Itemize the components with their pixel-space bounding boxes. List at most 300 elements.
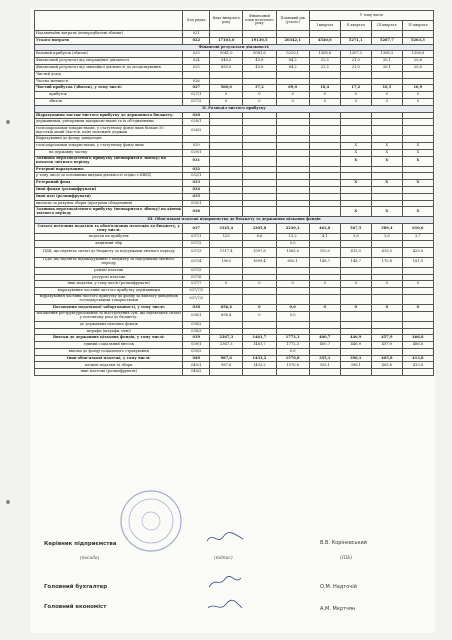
row-label: Частка меншості: [35, 78, 183, 85]
row-label: внески до фонду соціального страхування: [35, 348, 183, 355]
row-value: [340, 78, 371, 85]
row-code: 035: [183, 193, 210, 200]
row-value: [210, 136, 243, 143]
section-row: [35, 217, 434, 224]
row-value: [309, 200, 340, 207]
row-value: [276, 71, 309, 78]
row-label: Погашення податкової заборгованості, у тому числі:: [35, 304, 183, 311]
header-plan-approved: Фінансовий план поточного року: [243, 11, 276, 31]
signature-caption: (підпис): [214, 556, 233, 561]
table-row: [35, 142, 434, 149]
header-plan-year: Плановий рік (усього): [276, 11, 309, 31]
row-value: 355,1: [309, 355, 340, 362]
row-value: 396,1: [340, 355, 371, 362]
row-value: [276, 193, 309, 200]
row-value: [243, 126, 276, 136]
row-value: [243, 180, 276, 187]
row-value: [276, 274, 309, 281]
table-row: [35, 281, 434, 288]
header-code: Код рядка: [183, 11, 210, 31]
row-value: [210, 369, 243, 376]
row-value: [210, 193, 243, 200]
row-value: [402, 78, 433, 85]
row-value: 2367,3: [210, 342, 243, 349]
company-stamp: [118, 488, 184, 554]
row-value: [210, 321, 243, 328]
table-row: [35, 267, 434, 274]
row-value: [309, 142, 340, 149]
row-value: 0: [276, 92, 309, 99]
row-code: 029/1: [183, 149, 210, 156]
row-code: 032/1: [183, 173, 210, 180]
row-value: [371, 136, 402, 143]
row-code: 031: [183, 156, 210, 166]
row-value: [210, 156, 243, 166]
financial-plan-table: [34, 10, 434, 376]
row-label: Валовий прибуток (збиток): [35, 51, 183, 58]
row-code: 038/1: [183, 311, 210, 321]
row-value: 0: [243, 98, 276, 105]
row-value: 1597,8: [243, 247, 276, 257]
table-row: [35, 355, 434, 362]
row-label: податок на прибуток: [35, 234, 183, 241]
row-value: [402, 288, 433, 295]
row-value: 462,8: [309, 224, 340, 234]
row-value: [402, 193, 433, 200]
row-value: X: [402, 180, 433, 187]
table-row: [35, 247, 434, 257]
row-value: [210, 288, 243, 295]
row-value: 22,5: [309, 64, 340, 71]
row-value: 148,7: [340, 257, 371, 267]
row-label: відрахування частини чистого прибутку до фонду за виплату дивідендів господарськими товариствами: [35, 294, 183, 304]
row-value: 4,1: [309, 234, 340, 241]
row-code: 037/1: [183, 234, 210, 241]
row-value: [371, 274, 402, 281]
section-row: [35, 44, 434, 51]
row-value: [371, 328, 402, 335]
row-code: 038: [183, 304, 210, 311]
table-row: [35, 166, 434, 173]
row-value: [402, 200, 433, 207]
row-value: [243, 328, 276, 335]
row-value: [243, 112, 276, 119]
table-row: [35, 180, 434, 187]
row-value: [276, 328, 309, 335]
table-row: [35, 335, 434, 342]
row-value: [340, 71, 371, 78]
row-code: 028/1: [183, 119, 210, 126]
row-value: [309, 126, 340, 136]
table-row: [35, 58, 434, 65]
row-value: [276, 149, 309, 156]
row-value: [371, 126, 402, 136]
row-value: [243, 348, 276, 355]
row-value: 2367,3: [210, 335, 243, 342]
row-value: [340, 31, 371, 38]
row-code: 037/4: [183, 257, 210, 267]
row-value: [371, 31, 402, 38]
row-value: 1307,2: [340, 51, 371, 58]
row-value: 1306,3: [371, 51, 402, 58]
table-row: [35, 369, 434, 376]
row-value: 0: [340, 98, 371, 105]
row-value: 0,0: [276, 311, 309, 321]
section-title: II. Розподіл чистого прибутку: [35, 105, 434, 112]
row-value: 20,1: [371, 58, 402, 65]
row-value: 650,1: [276, 257, 309, 267]
accountant-signature: [205, 574, 245, 588]
row-value: [276, 136, 309, 143]
table-row: [35, 173, 434, 180]
row-value: [243, 78, 276, 85]
row-value: 0: [371, 281, 402, 288]
row-value: [371, 240, 402, 247]
row-code: 027/2: [183, 98, 210, 105]
position-caption: (посада): [80, 556, 100, 561]
row-label: Чистий дохід: [35, 71, 183, 78]
row-code: 039: [183, 335, 210, 342]
row-code: 035/1: [183, 200, 210, 207]
row-value: [340, 267, 371, 274]
row-value: 0: [371, 98, 402, 105]
row-code: 040/1: [183, 362, 210, 369]
row-value: 656,4: [210, 311, 243, 321]
row-value: [243, 173, 276, 180]
row-value: 5081,6: [243, 51, 276, 58]
row-value: 3305,8: [243, 224, 276, 234]
row-value: 0: [276, 98, 309, 105]
row-value: [371, 294, 402, 304]
row-value: [371, 369, 402, 376]
row-value: 170,8: [371, 257, 402, 267]
row-label: Фінансовий результат від операційної діяльності: [35, 58, 183, 65]
row-value: 22,5: [309, 58, 340, 65]
row-value: [309, 328, 340, 335]
row-value: [243, 267, 276, 274]
row-value: [402, 369, 433, 376]
row-code: 037/7/2: [183, 294, 210, 304]
row-value: [276, 321, 309, 328]
table-row: [35, 321, 434, 328]
row-value: 987,6: [210, 355, 243, 362]
row-value: [210, 348, 243, 355]
row-value: 1565,0: [276, 247, 309, 257]
row-value: [276, 166, 309, 173]
header-quarters-group: У тому числі: [309, 11, 433, 21]
row-code: 027: [183, 85, 210, 92]
row-code: 039/1: [183, 342, 210, 349]
row-value: [309, 193, 340, 200]
row-value: 457,9: [371, 335, 402, 342]
table-row: [35, 98, 434, 105]
row-value: [243, 200, 276, 207]
table-header-row: [35, 11, 434, 21]
row-value: [340, 288, 371, 295]
table-row: [35, 126, 434, 136]
row-value: [243, 240, 276, 247]
row-value: [402, 328, 433, 335]
row-label: інші податки, у тому числі (розшифрувати): [35, 281, 183, 288]
row-value: [210, 149, 243, 156]
row-code: 028/2: [183, 126, 210, 136]
row-value: [340, 311, 371, 321]
row-value: 310,0: [309, 247, 340, 257]
row-value: 0: [210, 281, 243, 288]
row-label: ПДВ, що підлягає відшкодуванню з бюджету за підсумками звітного періоду: [35, 257, 183, 267]
row-value: 589,4: [371, 224, 402, 234]
row-value: 17103,0: [210, 37, 243, 44]
table-row: [35, 186, 434, 193]
row-value: X: [371, 207, 402, 217]
row-value: [371, 71, 402, 78]
row-code: 027/1: [183, 92, 210, 99]
row-value: [340, 186, 371, 193]
row-value: [243, 31, 276, 38]
row-value: [243, 136, 276, 143]
row-value: [276, 156, 309, 166]
row-value: [402, 31, 433, 38]
row-value: 0: [340, 281, 371, 288]
head-name: В.В. Корінєвський: [320, 540, 367, 546]
row-value: 1772,3: [276, 342, 309, 349]
row-value: 5041,0: [210, 51, 243, 58]
row-code: 023: [183, 51, 210, 58]
row-label: виплати за рахунок зборів (програми обладнання): [35, 200, 183, 207]
row-value: X: [340, 142, 371, 149]
section-title: III. Обов'язкові платежі підприємства до бюджету та державних цільових фондів: [35, 217, 434, 224]
row-value: 0: [371, 304, 402, 311]
row-value: [402, 186, 433, 193]
row-value: 148,7: [309, 257, 340, 267]
row-value: [402, 321, 433, 328]
row-value: 0: [309, 304, 340, 311]
row-value: [371, 112, 402, 119]
row-value: [309, 136, 340, 143]
row-value: [243, 193, 276, 200]
row-value: 21,0: [340, 58, 371, 65]
row-label: Залишок нерозподіленого прибутку (непокритого збитку) на кінець звітного періоду: [36, 206, 182, 215]
row-value: [340, 328, 371, 335]
row-value: [340, 119, 371, 126]
row-value: [276, 186, 309, 193]
row-value: 567,5: [340, 224, 371, 234]
table-row: [35, 51, 434, 58]
row-value: [276, 267, 309, 274]
row-value: 446,9: [340, 335, 371, 342]
economist-title: Головний економіст: [44, 604, 107, 610]
row-value: [210, 126, 243, 136]
table-row: [35, 224, 434, 234]
row-value: [371, 78, 402, 85]
table-row: [35, 274, 434, 281]
row-label: до державних цільових фондів: [35, 321, 183, 328]
row-value: [210, 78, 243, 85]
row-value: 1570,8: [276, 362, 309, 369]
row-value: [276, 142, 309, 149]
row-code: [183, 136, 210, 143]
row-value: [340, 173, 371, 180]
row-value: 16,5: [371, 85, 402, 92]
row-value: 0: [243, 311, 276, 321]
row-code: 039/2: [183, 348, 210, 355]
row-value: [309, 149, 340, 156]
row-label: Залишок нерозподіленого прибутку (непокритого збитку) на початок звітного періоду: [35, 156, 183, 166]
row-label: Резервний фонд: [35, 180, 183, 187]
row-code: 038/3: [183, 328, 210, 335]
row-value: [210, 267, 243, 274]
row-value: [309, 166, 340, 173]
row-code: 036: [183, 207, 210, 217]
table-row: [35, 119, 434, 126]
table-row: [35, 328, 434, 335]
row-value: [210, 274, 243, 281]
row-value: [309, 78, 340, 85]
row-value: [402, 112, 433, 119]
row-value: 84,2: [276, 58, 309, 65]
table-row: [35, 156, 434, 166]
row-label: господарськими товариствами, у статутному фонді яких: [35, 142, 183, 149]
row-value: [243, 207, 276, 217]
row-value: [340, 274, 371, 281]
row-value: 610,6: [402, 224, 433, 234]
row-label: Фінансовий результат від звичайної діяльності до оподаткування: [35, 64, 183, 71]
row-label: Інші цілі (розшифрувати): [35, 193, 183, 200]
row-code: 032: [183, 166, 210, 173]
row-value: [402, 274, 433, 281]
row-value: 20,6: [402, 64, 433, 71]
table-row: [35, 200, 434, 207]
table-row: [35, 348, 434, 355]
row-value: 21,0: [340, 64, 371, 71]
row-value: 446,9: [340, 342, 371, 349]
row-value: 0: [210, 92, 243, 99]
row-label: місцеві податки та збори: [35, 362, 183, 369]
row-value: [340, 112, 371, 119]
row-value: [276, 180, 309, 187]
row-value: 3,6: [371, 234, 402, 241]
row-value: [340, 240, 371, 247]
row-label: Надзвичайні витрати (непередбачені збитки): [35, 31, 183, 38]
row-value: 0: [309, 281, 340, 288]
row-value: 656,4: [210, 304, 243, 311]
row-value: [276, 173, 309, 180]
row-value: [340, 166, 371, 173]
row-value: 5229,1: [276, 51, 309, 58]
row-value: 0: [210, 98, 243, 105]
row-code: 021: [183, 31, 210, 38]
row-label: Відрахування до фонду дивідендів:: [35, 136, 183, 143]
row-value: [340, 136, 371, 143]
row-value: [276, 112, 309, 119]
row-value: 17,2: [340, 85, 371, 92]
row-label: на державну частку: [35, 149, 183, 156]
row-value: 3345,4: [210, 224, 243, 234]
binder-hole: [6, 500, 10, 504]
row-value: 466,8: [402, 335, 433, 342]
row-value: [340, 369, 371, 376]
row-value: [309, 173, 340, 180]
table-row: [35, 136, 434, 143]
row-value: 1308,8: [309, 51, 340, 58]
table-row: [35, 240, 434, 247]
binder-hole: [6, 120, 10, 124]
head-title: Керівник підприємства: [44, 541, 117, 547]
row-value: 1433,2: [243, 362, 276, 369]
table-row: [35, 294, 434, 304]
row-value: [340, 294, 371, 304]
row-value: 5267,7: [371, 37, 402, 44]
row-value: 0,0: [276, 240, 309, 247]
row-code: [183, 71, 210, 78]
row-value: [243, 142, 276, 149]
row-value: 0: [243, 92, 276, 99]
row-value: 396,1: [340, 362, 371, 369]
row-label: державними, унітарними підприємствами та їх об'єднаннями: [35, 119, 183, 126]
row-value: [309, 240, 340, 247]
row-value: [276, 78, 309, 85]
row-value: [210, 200, 243, 207]
economist-signature: [205, 598, 245, 612]
row-value: 19130,5: [243, 37, 276, 44]
row-value: 0: [309, 98, 340, 105]
row-value: 20,6: [402, 58, 433, 65]
row-label: ПДВ, що підлягає сплаті до бюджету за підсумками звітного періоду: [35, 247, 183, 257]
row-label: відрахування частини чистого прибутку державними: [35, 288, 183, 295]
row-value: [210, 112, 243, 119]
row-value: [309, 119, 340, 126]
row-value: [371, 200, 402, 207]
row-value: [210, 186, 243, 193]
header-q3: III квартал: [371, 21, 402, 31]
row-value: 355,1: [309, 362, 340, 369]
row-value: [402, 348, 433, 355]
row-code: 037/7: [183, 281, 210, 288]
table-row: [35, 342, 434, 349]
row-label: єдиний соціальний внесок: [35, 342, 183, 349]
row-value: 1306,8: [402, 51, 433, 58]
row-label: ресурсні платежі: [35, 274, 183, 281]
row-value: [309, 31, 340, 38]
row-value: [340, 321, 371, 328]
row-value: [371, 186, 402, 193]
row-label: погашення реструктуризованих та відстрочених сум, що підлягають сплаті у поточному році до бюджету:: [35, 311, 183, 321]
row-value: [309, 186, 340, 193]
row-value: 18,4: [309, 85, 340, 92]
row-value: 0: [340, 92, 371, 99]
row-value: [210, 166, 243, 173]
row-value: [309, 71, 340, 78]
row-value: [340, 193, 371, 200]
row-value: 0: [402, 92, 433, 99]
table-row: [35, 311, 434, 321]
row-value: 540,0: [210, 58, 243, 65]
row-code: 037/3: [183, 247, 210, 257]
row-value: 0: [402, 98, 433, 105]
row-value: [309, 274, 340, 281]
row-value: 0,0: [276, 304, 309, 311]
accountant-title: Головний бухгалтер: [44, 584, 108, 590]
row-value: 0: [276, 281, 309, 288]
row-value: 16,9: [402, 85, 433, 92]
row-value: X: [371, 180, 402, 187]
row-value: [402, 173, 433, 180]
row-value: [402, 119, 433, 126]
table-row: [35, 193, 434, 200]
row-value: [276, 200, 309, 207]
row-value: [340, 200, 371, 207]
row-label: збиток: [35, 98, 183, 105]
